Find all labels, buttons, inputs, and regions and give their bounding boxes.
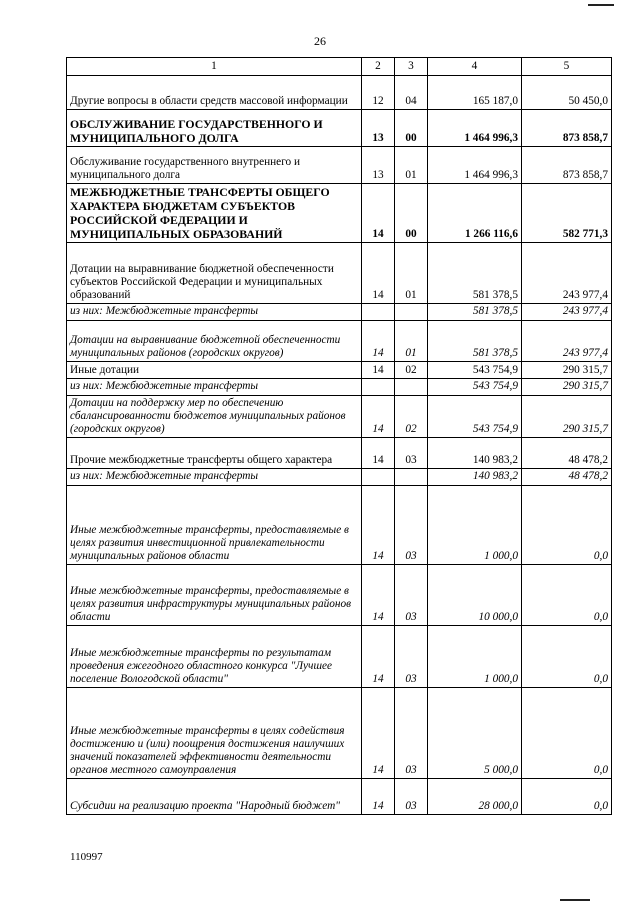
row-code-subsection: 00: [395, 184, 428, 243]
row-code-section: 12: [362, 76, 395, 110]
column-header: 3: [395, 58, 428, 76]
row-amount-col5: 243 977,4: [522, 321, 612, 362]
row-amount-col5: 0,0: [522, 779, 612, 815]
row-name: из них: Межбюджетные трансферты: [67, 469, 362, 486]
row-name: Иные межбюджетные трансферты, предоставляемые в целях развития инвестиционной привлекательности муниципальных районов области: [67, 486, 362, 565]
row-name: Субсидии на реализацию проекта "Народный бюджет": [67, 779, 362, 815]
row-name: из них: Межбюджетные трансферты: [67, 379, 362, 396]
row-code-section: 14: [362, 565, 395, 626]
row-amount-col4: 581 378,5: [428, 304, 522, 321]
row-name: Иные дотации: [67, 362, 362, 379]
document-code: 110997: [70, 851, 103, 863]
row-amount-col4: 140 983,2: [428, 469, 522, 486]
row-amount-col4: 10 000,0: [428, 565, 522, 626]
row-amount-col4: 28 000,0: [428, 779, 522, 815]
row-code-section: 14: [362, 321, 395, 362]
row-amount-col4: 543 754,9: [428, 396, 522, 438]
row-code-subsection: [395, 379, 428, 396]
row-amount-col4: 1 000,0: [428, 486, 522, 565]
row-name: Обслуживание государственного внутреннего и муниципального долга: [67, 147, 362, 184]
row-code-subsection: 03: [395, 486, 428, 565]
row-code-section: 14: [362, 243, 395, 304]
row-code-section: 14: [362, 438, 395, 469]
row-code-subsection: 03: [395, 626, 428, 688]
column-header: 4: [428, 58, 522, 76]
row-name: Дотации на поддержку мер по обеспечению сбалансированности бюджетов муниципальных районов (городских округов): [67, 396, 362, 438]
row-amount-col4: 5 000,0: [428, 688, 522, 779]
row-amount-col4: 543 754,9: [428, 379, 522, 396]
table-row: [67, 110, 612, 147]
row-amount-col5: 48 478,2: [522, 438, 612, 469]
budget-table: [66, 57, 612, 815]
column-header: 2: [362, 58, 395, 76]
row-amount-col4: 1 464 996,3: [428, 147, 522, 184]
row-amount-col5: 582 771,3: [522, 184, 612, 243]
table-row: [67, 76, 612, 110]
row-amount-col5: 243 977,4: [522, 243, 612, 304]
scan-mark-bottom: [560, 899, 590, 901]
table-row: [67, 243, 612, 304]
row-amount-col4: 140 983,2: [428, 438, 522, 469]
table-row: [67, 469, 612, 486]
table-row: [67, 184, 612, 243]
row-code-section: 14: [362, 362, 395, 379]
row-code-subsection: 02: [395, 396, 428, 438]
row-amount-col5: 50 450,0: [522, 76, 612, 110]
scan-mark-top: [588, 4, 614, 6]
row-name: Дотации на выравнивание бюджетной обеспеченности муниципальных районов (городских округов): [67, 321, 362, 362]
table-row: [67, 147, 612, 184]
row-amount-col5: 873 858,7: [522, 110, 612, 147]
row-code-subsection: 02: [395, 362, 428, 379]
table-row: [67, 438, 612, 469]
row-code-section: [362, 469, 395, 486]
row-name: Другие вопросы в области средств массовой информации: [67, 76, 362, 110]
row-amount-col4: 1 464 996,3: [428, 110, 522, 147]
row-code-section: 14: [362, 486, 395, 565]
row-amount-col5: 290 315,7: [522, 396, 612, 438]
row-code-subsection: 03: [395, 438, 428, 469]
table-row: [67, 688, 612, 779]
row-code-subsection: 03: [395, 688, 428, 779]
table-row: [67, 396, 612, 438]
row-code-subsection: 03: [395, 565, 428, 626]
table-row: [67, 321, 612, 362]
row-name: ОБСЛУЖИВАНИЕ ГОСУДАРСТВЕННОГО И МУНИЦИПАЛЬНОГО ДОЛГА: [67, 110, 362, 147]
row-amount-col4: 543 754,9: [428, 362, 522, 379]
row-name: Иные межбюджетные трансферты по результатам проведения ежегодного областного конкурса "Лучшее поселение Вологодской области": [67, 626, 362, 688]
row-code-section: 14: [362, 688, 395, 779]
row-name: Иные межбюджетные трансферты, предоставляемые в целях развития инфраструктуры муниципальных районов области: [67, 565, 362, 626]
row-amount-col5: 0,0: [522, 688, 612, 779]
row-code-subsection: [395, 469, 428, 486]
row-code-subsection: 03: [395, 779, 428, 815]
table-row: [67, 626, 612, 688]
table-row: [67, 379, 612, 396]
row-amount-col5: 48 478,2: [522, 469, 612, 486]
table-row: [67, 362, 612, 379]
column-header-row: [67, 58, 612, 76]
row-code-section: 14: [362, 779, 395, 815]
row-name: Дотации на выравнивание бюджетной обеспеченности субъектов Российской Федерации и муниципальных образований: [67, 243, 362, 304]
row-code-section: 14: [362, 184, 395, 243]
row-amount-col5: 290 315,7: [522, 379, 612, 396]
row-amount-col5: 0,0: [522, 486, 612, 565]
row-code-section: 14: [362, 396, 395, 438]
table-row: [67, 565, 612, 626]
row-amount-col5: 0,0: [522, 565, 612, 626]
row-name: из них: Межбюджетные трансферты: [67, 304, 362, 321]
row-name: МЕЖБЮДЖЕТНЫЕ ТРАНСФЕРТЫ ОБЩЕГО ХАРАКТЕРА БЮДЖЕТАМ СУБЪЕКТОВ РОССИЙСКОЙ ФЕДЕРАЦИИ И МУНИЦИПАЛЬНЫХ ОБРАЗОВАНИЙ: [67, 184, 362, 243]
row-name: Иные межбюджетные трансферты в целях содействия достижению и (или) поощрения достижения наилучших значений показателей эффективности деятельности органов местного самоуправления: [67, 688, 362, 779]
row-code-subsection: 00: [395, 110, 428, 147]
column-header: 5: [522, 58, 612, 76]
row-code-section: 13: [362, 110, 395, 147]
page-number: 26: [314, 34, 326, 48]
row-code-subsection: [395, 304, 428, 321]
row-code-section: [362, 379, 395, 396]
row-amount-col4: 581 378,5: [428, 321, 522, 362]
row-name: Прочие межбюджетные трансферты общего характера: [67, 438, 362, 469]
row-amount-col4: 1 000,0: [428, 626, 522, 688]
row-code-subsection: 01: [395, 243, 428, 304]
row-amount-col5: 290 315,7: [522, 362, 612, 379]
row-amount-col5: 243 977,4: [522, 304, 612, 321]
table-row: [67, 304, 612, 321]
row-amount-col4: 165 187,0: [428, 76, 522, 110]
row-amount-col4: 581 378,5: [428, 243, 522, 304]
row-code-section: 13: [362, 147, 395, 184]
table-row: [67, 779, 612, 815]
row-amount-col5: 0,0: [522, 626, 612, 688]
table-row: [67, 486, 612, 565]
row-amount-col4: 1 266 116,6: [428, 184, 522, 243]
row-code-subsection: 01: [395, 321, 428, 362]
column-header: 1: [67, 58, 362, 76]
row-code-subsection: 01: [395, 147, 428, 184]
row-amount-col5: 873 858,7: [522, 147, 612, 184]
row-code-section: 14: [362, 626, 395, 688]
row-code-section: [362, 304, 395, 321]
row-code-subsection: 04: [395, 76, 428, 110]
